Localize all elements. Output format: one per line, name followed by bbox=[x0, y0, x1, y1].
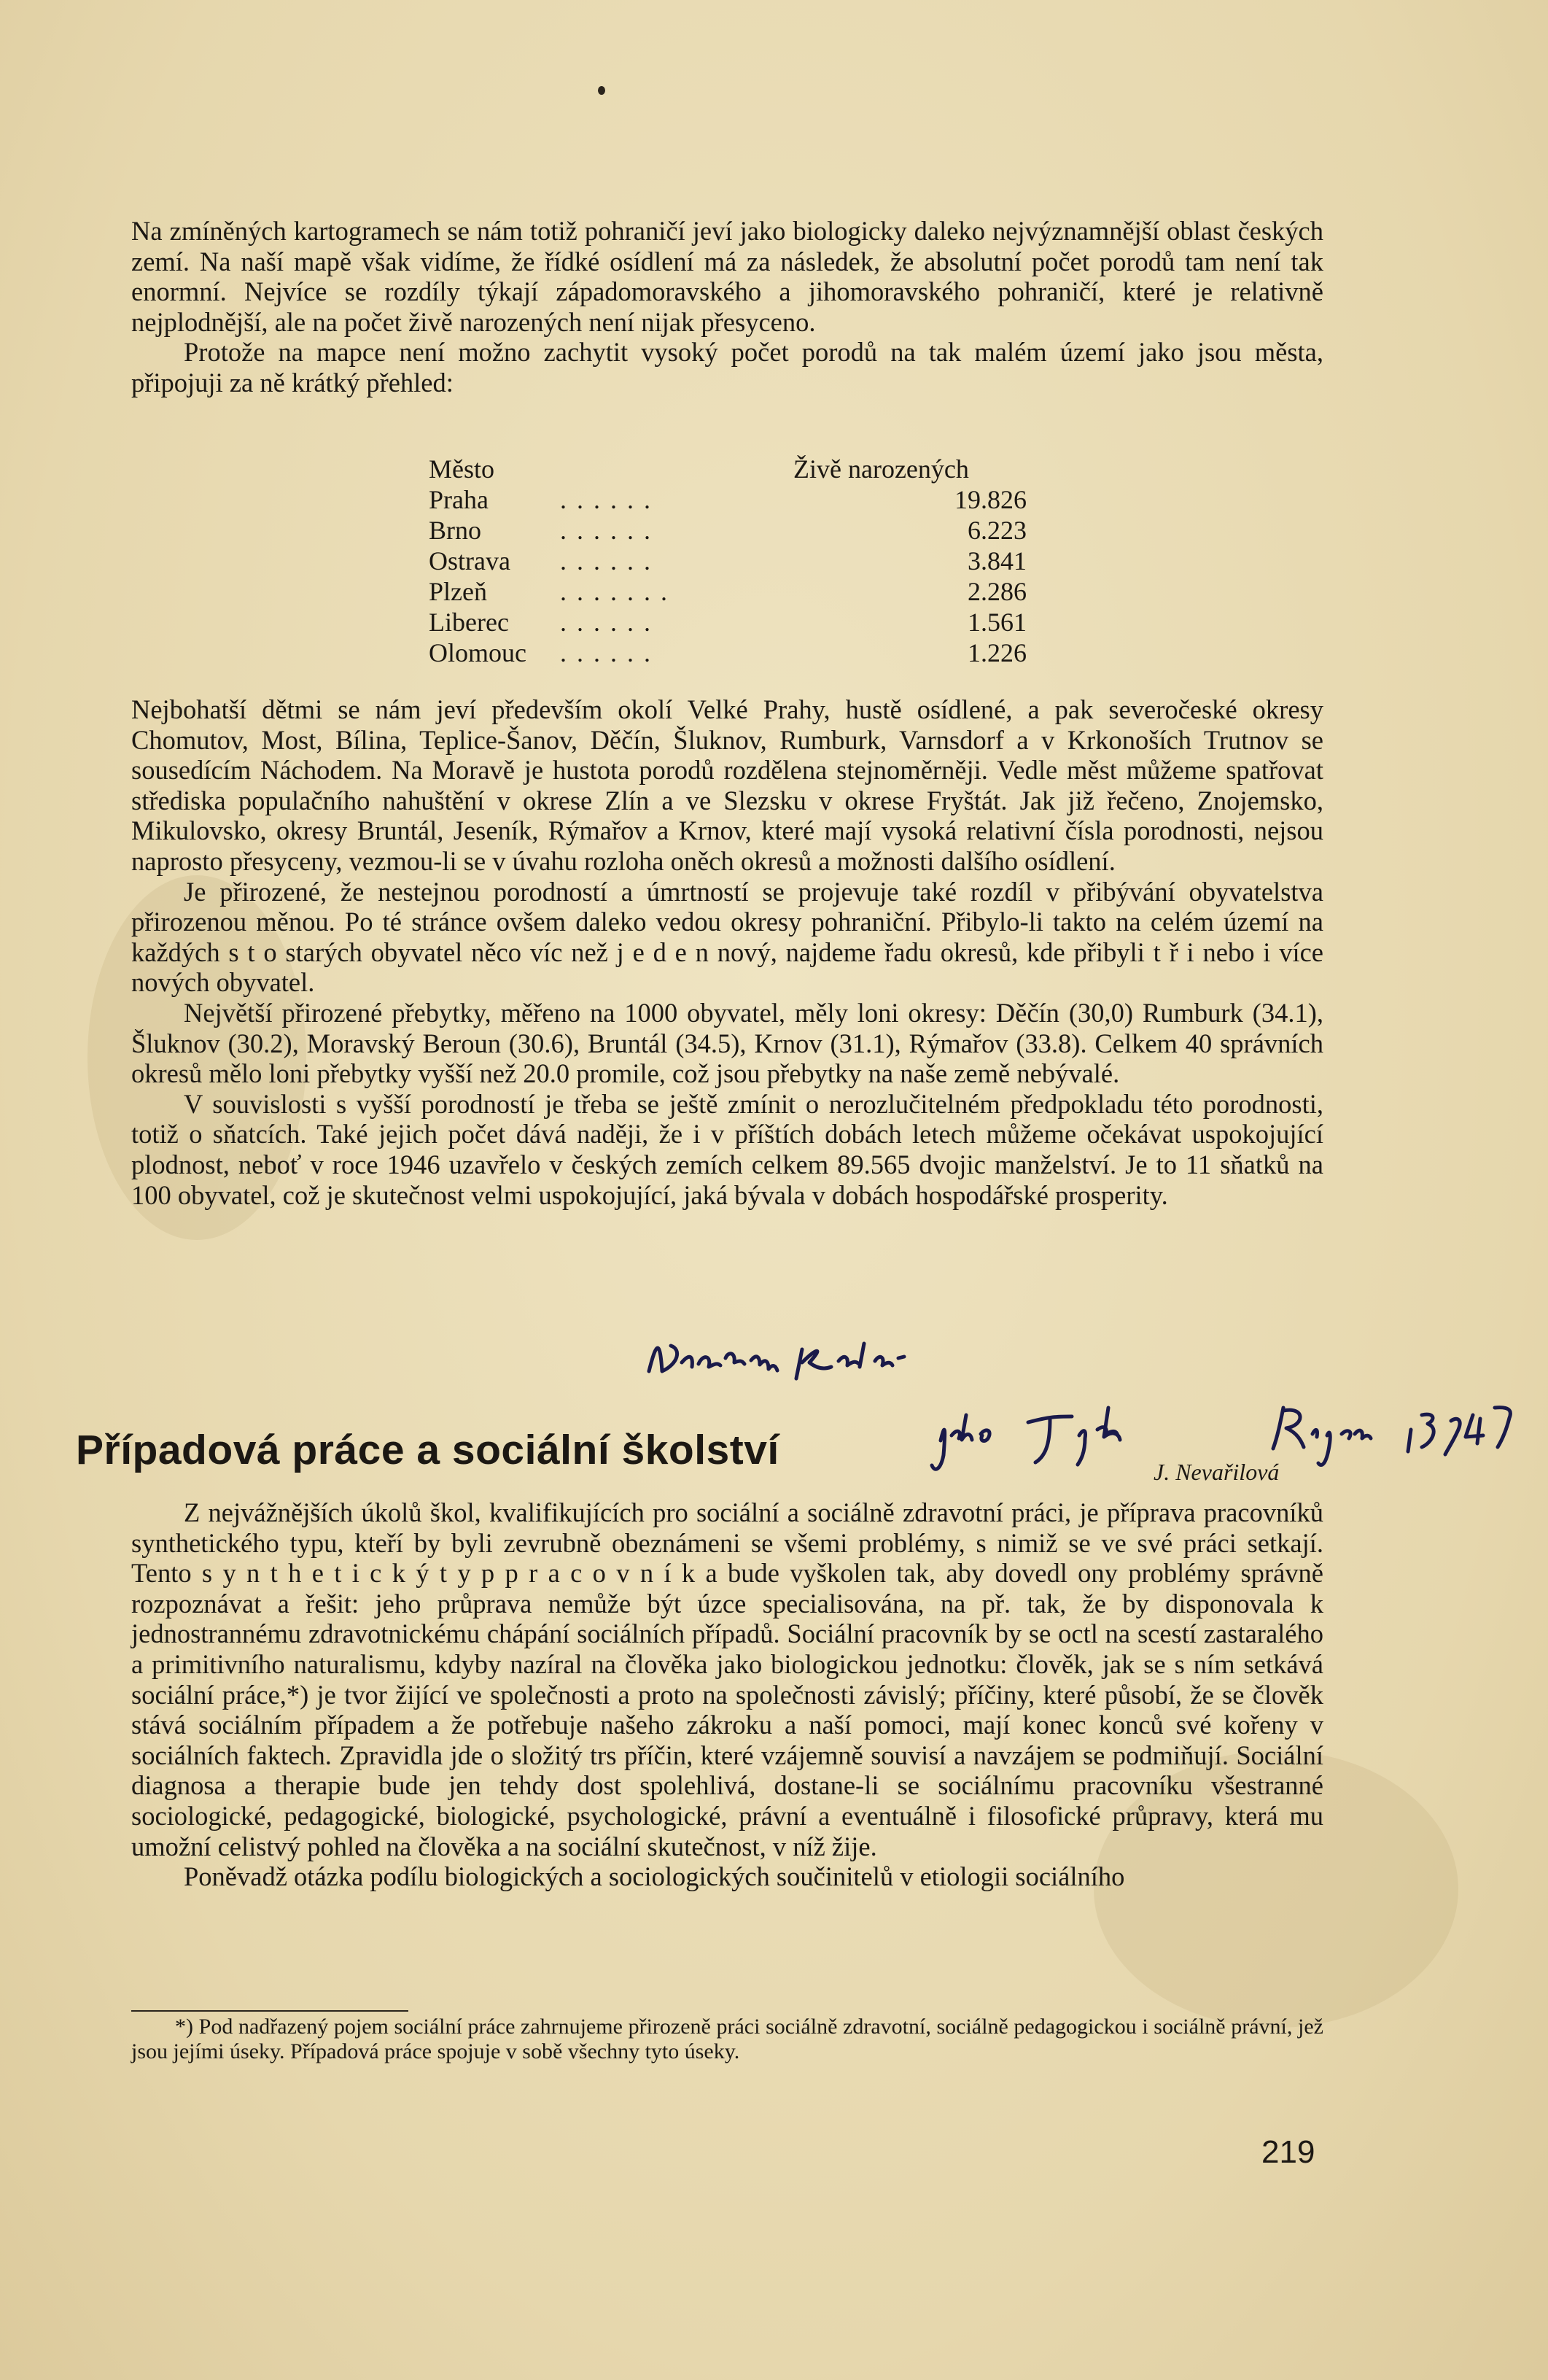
city-name: Liberec bbox=[429, 608, 509, 637]
paragraph: Největší přirozené přebytky, měřeno na 1000 obyvatel, měly loni okresy: Děčín (30,0) Rumburk (34.1), Šluknov (30.2), Moravský Beroun (30.6), Bruntál (34.5), Krnov (31.1), Rýmařov (33.8). Celkem 40 správních okresů mělo loni přebytky vyšší než 20.0 promile, což jsou přebytky na naše země nebývalé. bbox=[131, 997, 1323, 1089]
births-table bbox=[429, 454, 1027, 668]
handwriting-stroke bbox=[1028, 1408, 1120, 1465]
birth-count: 6.223 bbox=[968, 516, 1027, 545]
table-row bbox=[429, 546, 1027, 576]
city-name: Olomouc bbox=[429, 638, 526, 667]
footnote bbox=[131, 2015, 1323, 2064]
header-city: Město bbox=[429, 454, 494, 484]
leader-dots: ...... bbox=[560, 638, 661, 667]
table-row bbox=[429, 515, 1027, 546]
paragraph: V souvislosti s vyšší porodností je třeba se ještě zmínit o nerozlučitelném předpokladu této porodnosti, totiž o sňatcích. Také jejich počet dává naději, že i v příštích dobách letech můžeme očekávat uspokojující plodnost, neboť v roce 1946 uzavřelo v českých zemích celkem 89.565 dvojic manželství. Je to 11 sňatků na 100 obyvatel, což je skutečnost velmi uspokojující, jaká bývala v dobách hospodářské prosperity. bbox=[131, 1088, 1323, 1210]
leader-dots: ...... bbox=[560, 516, 661, 545]
birth-count: 1.226 bbox=[968, 638, 1027, 667]
table-row bbox=[429, 607, 1027, 637]
handwriting-stroke bbox=[649, 1346, 777, 1371]
footnote-rule bbox=[131, 2010, 408, 2012]
paragraph: Protože na mapce není možno zachytit vysoký počet porodů na tak malém území jako jsou města, připojuji za ně krátký přehled: bbox=[131, 337, 1323, 398]
city-name: Praha bbox=[429, 485, 489, 514]
city-name: Ostrava bbox=[429, 546, 510, 575]
table-header bbox=[429, 454, 1027, 484]
body-text bbox=[131, 694, 1323, 1210]
handwriting-stroke bbox=[932, 1415, 989, 1469]
birth-count: 1.561 bbox=[968, 608, 1027, 637]
header-value: Živě narozených bbox=[793, 454, 969, 484]
birth-count: 19.826 bbox=[954, 485, 1027, 514]
leader-dots: ...... bbox=[560, 546, 661, 575]
handwriting-stroke bbox=[1408, 1408, 1510, 1454]
paragraph: Na zmíněných kartogramech se nám totiž pohraničí jeví jako biologicky daleko nejvýznamnější oblast českých zemí. Na naší mapě však vidíme, že řídké osídlení má za následek, že absolutní počet porodů tam není tak enormní. Nejvíce se rozdíly týkají západomoravského a jihomoravského pohraničí, které je relativně nejplodnější, ale na počet živě narozených není nijak přesyceno. bbox=[131, 216, 1323, 337]
section-heading: Případová práce a sociální školství bbox=[76, 1427, 779, 1473]
section-author: J. Nevařilová bbox=[1154, 1459, 1280, 1485]
handwriting-stroke bbox=[1273, 1408, 1371, 1465]
table-row bbox=[429, 576, 1027, 607]
footnote-text: *) Pod nadřazený pojem sociální práce zahrnujeme přirozeně práci sociálně zdravotní, sociálně pedagogickou i sociálně právní, jež jsou jejími úseky. Případová práce spojuje v sobě všechny tyto úseky. bbox=[131, 2015, 1323, 2063]
leader-dots: ....... bbox=[560, 577, 677, 606]
birth-count: 2.286 bbox=[968, 577, 1027, 606]
paragraph: Nejbohatší dětmi se nám jeví především okolí Velké Prahy, hustě osídlené, a pak severočeské okresy Chomutov, Most, Bílina, Teplice-Šanov, Děčín, Šluknov, Rumburk, Varnsdorf a v Krkonoších Trutnov se sousedícím Náchodem. Na Moravě je hustota porodů rozdělena stejnoměrněji. Vedle měst můžeme spatřovat střediska populačního nahuštění v okrese Zlín a ve Slezsku v okrese Fryštát. Jak již řečeno, Znojemsko, Mikulovsko, okresy Bruntál, Jeseník, Rýmařov a Krnov, které mají vysoká relativní čísla porodnosti, nejsou naprosto přesyceny, vezmou-li se v úvahu rozloha oněch okresů a možnosti dalšího osídlení. bbox=[131, 694, 1323, 876]
city-name: Brno bbox=[429, 516, 481, 545]
leader-dots: ...... bbox=[560, 485, 661, 514]
city-name: Plzeň bbox=[429, 577, 487, 606]
leader-dots: ...... bbox=[560, 608, 661, 637]
paragraph: Poněvadž otázka podílu biologických a sociologických součinitelů v etiologii sociálního bbox=[184, 1861, 1125, 1892]
paragraph: Je přirozené, že nestejnou porodností a úmrtností se projevuje také rozdíl v přibývání obyvatelstva přirozenou měnou. Po té stránce ovšem daleko vedou okresy pohraniční. Přibylo-li takto na celém území na každých s t o starých obyvatel něco víc než j e d e n nový, najdeme řadu okresů, kde přibyli t ř i nebo i více nových obyvatel. bbox=[131, 876, 1323, 998]
page-number: 219 bbox=[1261, 2134, 1315, 2170]
intro-text bbox=[131, 216, 1323, 398]
ink-speck bbox=[598, 86, 605, 95]
paragraph: Z nejvážnějších úkolů škol, kvalifikujících pro sociální a sociálně zdravotní práci, je příprava pracovníků synthetického typu, kteří by byli zevrubně obeznámeni se všemi problémy, s nimiž se ve své práci setkají. Tento s y n t h e t i c k ý t y p p r a c o v n í k a bude vyškolen tak, aby dovedl ony problémy správně rozpoznávat a řešit: jeho průprava nemůže být úzce specialisována, na př. tak, že by disponovala k jednostrannému zdravotnickému chápání sociálních případů. Sociální pracovník by se octl na scestí zastaralého a primitivního naturalismu, kdyby nazíral na člověka jako biologickou jednotku: člověk, jak se s ním setkává sociální práce,*) je tvor žijící ve společnosti a proto na společnosti závislý; příčiny, které působí, že se člověk stává sociálním případem a že potřebuje našeho zákroku a naší pomoci, mají konec konců své kořeny v sociálních faktech. Zpravidla jde o složitý trs příčin, které vzájemně souvisí a navzájem se podmiňují. Sociální diagnosa a therapie bude jen tehdy dost spolehlivá, dostane-li se sociálnímu pracovníku všestranné sociologické, pedagogické, biologické, psychologické, právní a eventuálně i filosofické průpravy, která mu umožní celistvý pohled na člověka a na sociální skutečnost, v níž žije. bbox=[131, 1497, 1323, 1861]
table-row bbox=[429, 484, 1027, 515]
birth-count: 3.841 bbox=[968, 546, 1027, 575]
handwriting-stroke bbox=[796, 1344, 904, 1379]
table-row bbox=[429, 637, 1027, 668]
section-text bbox=[131, 1497, 1323, 1892]
